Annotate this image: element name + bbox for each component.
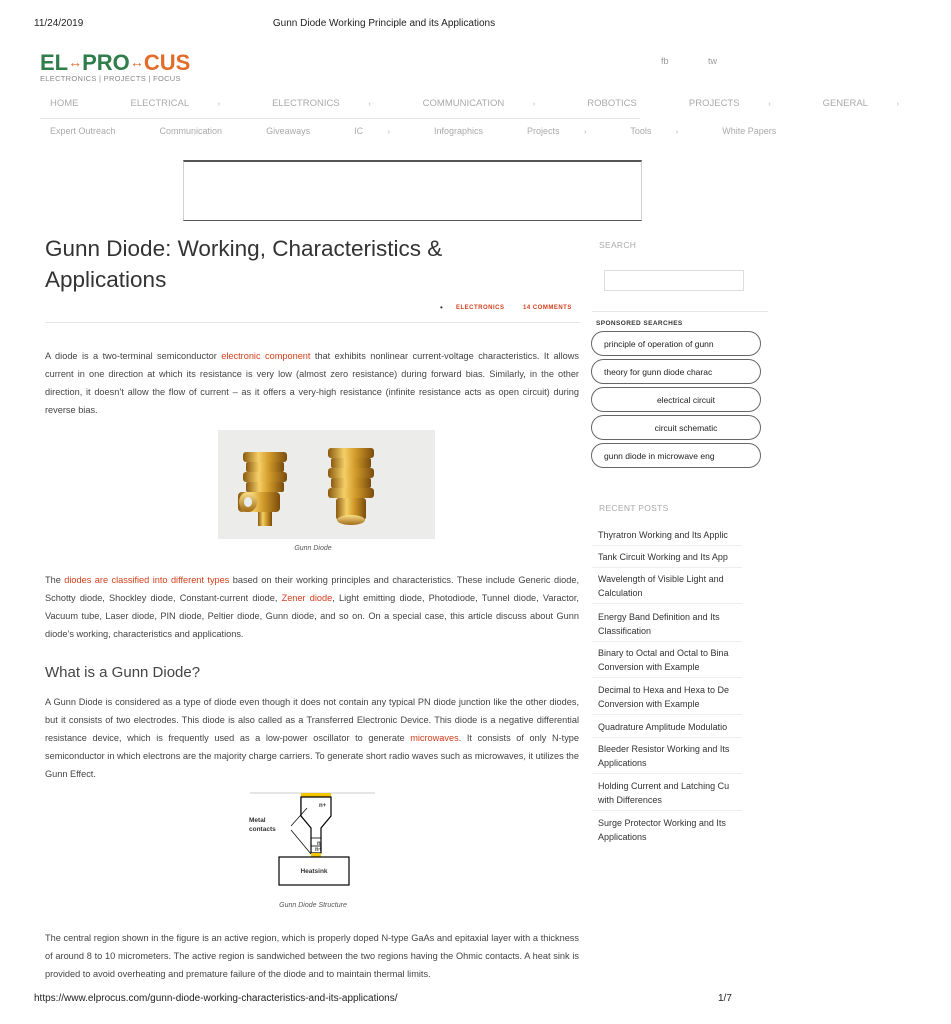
nav-item-ic[interactable]: IC › bbox=[354, 126, 390, 136]
recent-post-link[interactable]: Binary to Octal and Octal to Bina Conversion with Example bbox=[598, 648, 729, 672]
recent-post-link[interactable]: Surge Protector Working and Its Applications bbox=[598, 818, 726, 842]
nav-item-expert-outreach[interactable]: Expert Outreach bbox=[50, 126, 116, 136]
article-comments[interactable]: 14 COMMENTS bbox=[523, 305, 572, 311]
sponsored-search-item[interactable]: theory for gunn diode charac bbox=[591, 359, 761, 384]
recent-divider bbox=[592, 810, 742, 811]
nav-item-communication[interactable]: Communication bbox=[159, 126, 223, 136]
recent-post-link[interactable]: Energy Band Definition and Its Classification bbox=[598, 612, 720, 636]
recent-post-link[interactable]: Thyratron Working and Its Applic bbox=[598, 530, 728, 540]
label-metal-contacts: Metal contacts bbox=[249, 817, 276, 833]
logo-tagline: ELECTRONICS | PROJECTS | FOCUS bbox=[40, 74, 181, 83]
section-heading: What is a Gunn Diode? bbox=[45, 664, 201, 681]
nav-item-infographics[interactable]: Infographics bbox=[433, 126, 483, 136]
gunn-diode-structure-diagram bbox=[245, 788, 380, 890]
link-diode-types[interactable]: diodes are classified into different types bbox=[64, 575, 230, 585]
gunn-diode-illustration bbox=[218, 430, 435, 539]
link-electronic-component[interactable]: electronic component bbox=[221, 351, 311, 361]
nav-item-communication[interactable]: COMMUNICATION › bbox=[422, 98, 536, 109]
recent-divider bbox=[592, 773, 742, 774]
label-n: n bbox=[317, 841, 321, 847]
paragraph-diode-types: The diodes are classified into different types based on their working principles and characteristics. These include Generic diode, Schotty diode, Shockley diode, Constant-current diode, Zener diode, Light emitting diode, Photodiode, Tunnel diode, Varactor, Vacuum tube, Laser diode, PIN diode, Peltier diode, Gunn diode, and so on. On a special case, this article discuss about Gunn diode’s working, characteristics and applications. bbox=[45, 575, 579, 639]
recent-post-link[interactable]: Tank Circuit Working and Its App bbox=[598, 552, 728, 562]
site-logo[interactable] bbox=[40, 50, 190, 83]
print-url: https://www.elprocus.com/gunn-diode-working-characteristics-and-its-applications/ bbox=[34, 993, 398, 1004]
logo-arrow-icon: ↔ bbox=[129, 54, 144, 70]
nav-item-giveaways[interactable]: Giveaways bbox=[266, 126, 311, 136]
image-caption-gunn-diode: Gunn Diode bbox=[294, 545, 332, 552]
nav-item-home[interactable]: HOME bbox=[50, 98, 79, 109]
chevron-right-icon: › bbox=[368, 101, 371, 108]
recent-post-link[interactable]: Wavelength of Visible Light and Calculation bbox=[598, 574, 724, 598]
nav-item-white-papers[interactable]: White Papers bbox=[722, 126, 777, 136]
recent-divider bbox=[592, 737, 742, 738]
article-category[interactable]: ELECTRONICS bbox=[456, 305, 505, 311]
paragraph-intro: A diode is a two-terminal semiconductor electronic component that exhibits nonlinear current-voltage characteristics. It allows current in one direction at which its resistance is very low (almost zero resistance) during forward bias. Similarly, in the other direction, it doesn’t allow the flow of current – as it offers a very-high resistance (infinite resistance acts as open circuit) during reverse bias. bbox=[45, 351, 579, 415]
ad-banner[interactable] bbox=[183, 160, 642, 221]
paragraph-what-is: A Gunn Diode is considered as a type of diode even though it does not contain any typical PN diode junction like the other diodes, but it consists of two electrodes. This diode is also called as a Transferred Electronic Device. This diode is a negative differential resistance device, which is frequently used as a low-power oscillator to generate microwaves. It consists of only N-type semiconductor in which electrons are the majority charge carriers. To generate short radio waves such as microwaves, it utilizes the Gunn Effect. bbox=[45, 697, 580, 779]
recent-divider bbox=[592, 603, 742, 604]
sponsored-search-item[interactable]: electrical circuit bbox=[591, 387, 761, 412]
primary-nav bbox=[50, 98, 951, 109]
nav-item-tools[interactable]: Tools › bbox=[630, 126, 679, 136]
chevron-right-icon: › bbox=[584, 129, 587, 136]
nav-item-electrical[interactable]: ELECTRICAL › bbox=[130, 98, 221, 109]
print-date: 11/24/2019 bbox=[34, 18, 84, 29]
recent-post-link[interactable]: Quadrature Amplitude Modulatio bbox=[598, 722, 728, 732]
nav-item-projects[interactable]: Projects › bbox=[526, 126, 587, 136]
search-input[interactable] bbox=[604, 270, 744, 291]
recent-divider bbox=[592, 714, 742, 715]
sidebar-search-heading: SEARCH bbox=[599, 240, 637, 250]
sponsored-search-item[interactable]: circuit schematic bbox=[591, 415, 761, 440]
secondary-nav bbox=[50, 126, 820, 136]
title-divider bbox=[45, 322, 580, 323]
sponsored-search-item[interactable]: principle of operation of gunn bbox=[591, 331, 761, 356]
link-microwaves[interactable]: microwaves bbox=[410, 733, 459, 743]
label-n-plus-top: n+ bbox=[319, 803, 327, 809]
print-title: Gunn Diode Working Principle and its Applications bbox=[272, 18, 496, 29]
label-n-plus-bottom: n+ bbox=[315, 847, 323, 853]
chevron-right-icon: › bbox=[387, 129, 390, 136]
sidebar-divider bbox=[592, 311, 768, 312]
recent-divider bbox=[592, 567, 742, 568]
image-caption-structure: Gunn Diode Structure bbox=[279, 902, 347, 909]
chevron-right-icon: › bbox=[768, 101, 771, 108]
recent-post-link[interactable]: Bleeder Resistor Working and Its Applications bbox=[598, 744, 730, 768]
chevron-right-icon: › bbox=[532, 101, 536, 108]
nav-item-general[interactable]: GENERAL › bbox=[822, 98, 899, 109]
logo-text-pro: PRO bbox=[82, 50, 130, 75]
chevron-right-icon: › bbox=[217, 101, 221, 108]
sponsored-search-item[interactable]: gunn diode in microwave eng bbox=[591, 443, 761, 468]
paragraph-central-region: The central region shown in the figure is an active region, which is properly doped N-type GaAs and epitaxial layer with a thickness of around 8 to 10 micrometers. The active region is sandwiched between the two regions having the Ohmic contacts. A heat sink is provided to avoid overheating and premature failure of the diode and to maintain thermal limits. bbox=[45, 933, 579, 979]
nav-item-projects[interactable]: PROJECTS › bbox=[688, 98, 771, 109]
recent-divider bbox=[592, 677, 742, 678]
print-page-number: 1/7 bbox=[718, 993, 732, 1004]
recent-post-link[interactable]: Decimal to Hexa and Hexa to De Conversion with Example bbox=[598, 685, 730, 709]
nav-item-robotics[interactable]: ROBOTICS bbox=[587, 98, 637, 109]
link-zener-diode[interactable]: Zener diode bbox=[281, 593, 333, 603]
article-title: Gunn Diode: Working, Characteristics & Applications bbox=[45, 236, 443, 292]
recent-divider bbox=[592, 641, 742, 642]
recent-post-link[interactable]: Holding Current and Latching Cu with Differences bbox=[598, 781, 730, 805]
recent-divider bbox=[592, 545, 742, 546]
nav-item-electronics[interactable]: ELECTRONICS › bbox=[272, 98, 371, 109]
chevron-right-icon: › bbox=[896, 101, 899, 108]
logo-text-cus: CUS bbox=[143, 50, 191, 75]
label-heatsink: Heatsink bbox=[300, 868, 328, 875]
sponsored-heading: SPONSORED SEARCHES bbox=[596, 320, 683, 327]
twitter-link[interactable]: tw bbox=[708, 56, 717, 66]
nav-divider bbox=[40, 118, 640, 119]
facebook-link[interactable]: fb bbox=[661, 56, 669, 66]
gunn-diode-photo bbox=[218, 430, 435, 539]
logo-text-el: EL bbox=[40, 50, 69, 75]
meta-separator: • bbox=[440, 303, 443, 312]
chevron-right-icon: › bbox=[675, 129, 679, 136]
logo-arrow-icon: ↔ bbox=[68, 54, 83, 70]
recent-posts-heading: RECENT POSTS bbox=[599, 503, 669, 513]
